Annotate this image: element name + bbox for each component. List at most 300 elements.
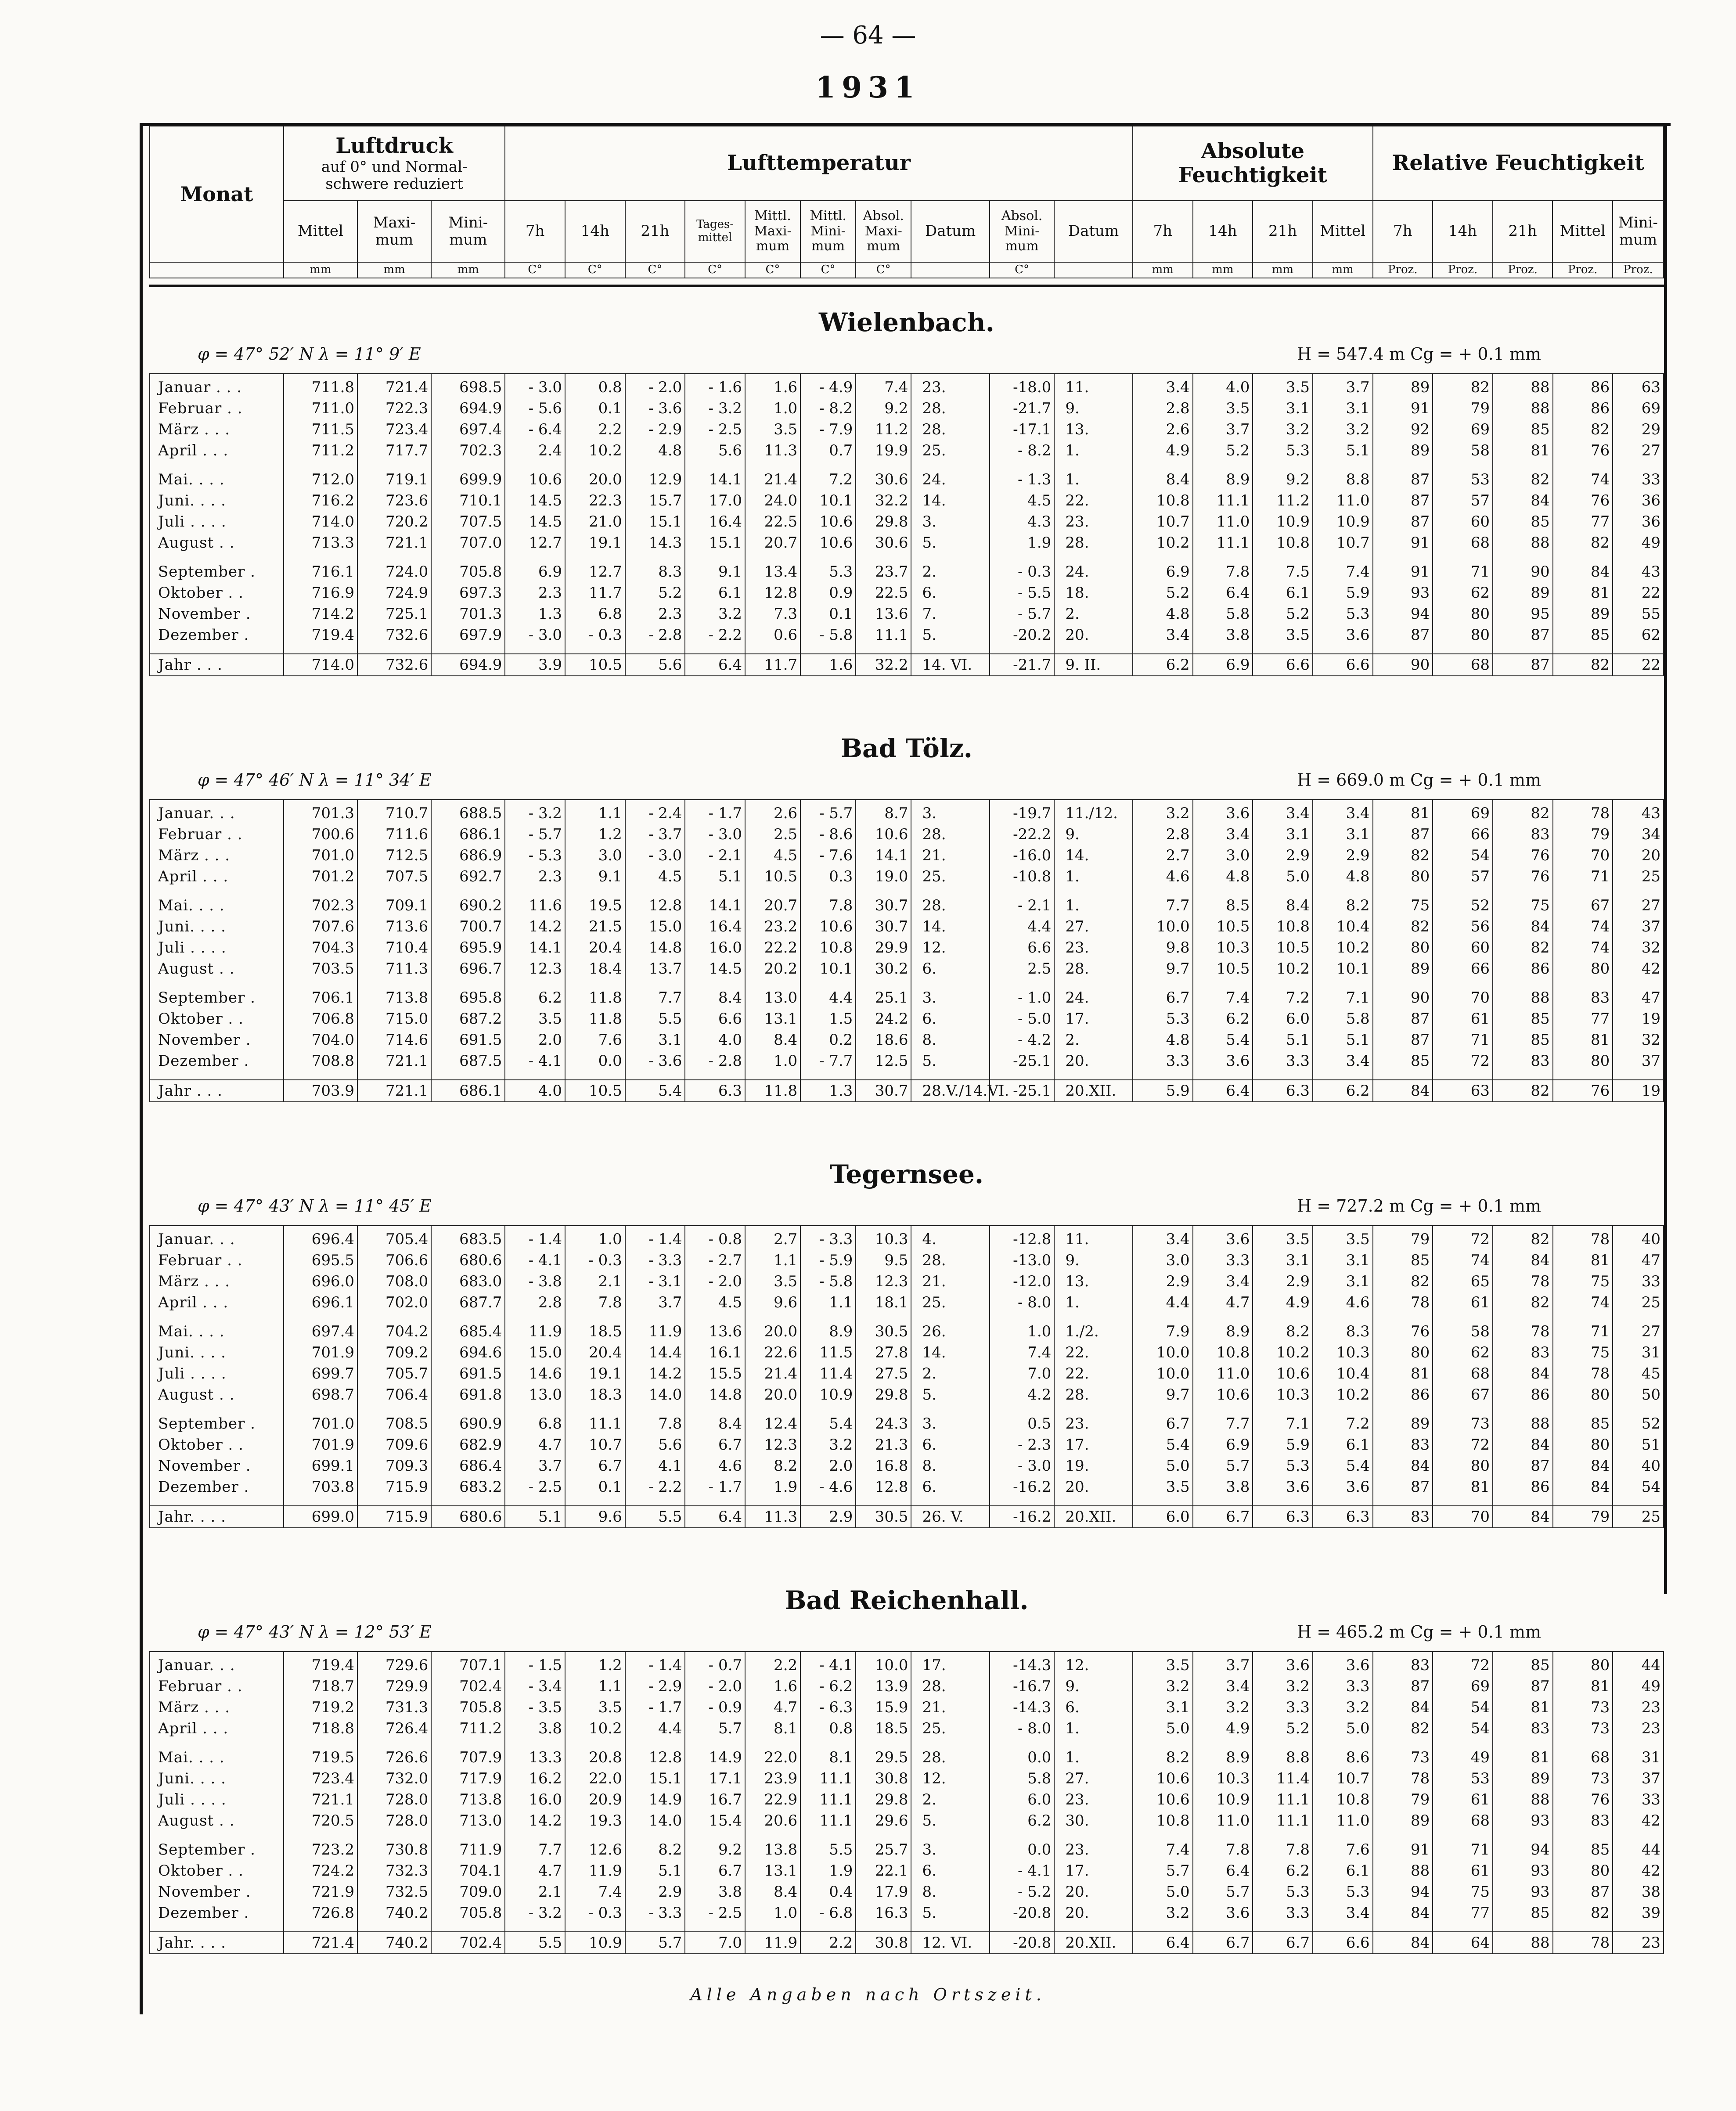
- value-cell: 4.8: [1133, 1029, 1193, 1050]
- value-cell: 14.5: [505, 490, 565, 511]
- value-cell: 9. II.: [1054, 654, 1133, 676]
- month-cell: November .: [150, 1881, 284, 1902]
- value-cell: 1.: [1054, 1747, 1133, 1768]
- month-cell: Januar. . .: [150, 800, 284, 824]
- value-cell: 5.4: [1193, 1029, 1253, 1050]
- value-cell: 2.5: [745, 824, 800, 845]
- unit-monat: [150, 262, 284, 278]
- value-cell: 88: [1493, 374, 1553, 398]
- value-cell: 82: [1433, 374, 1493, 398]
- value-cell: 732.6: [357, 654, 431, 676]
- value-cell: 29.5: [856, 1747, 911, 1768]
- value-cell: 12.8: [856, 1476, 911, 1506]
- value-cell: 732.3: [357, 1860, 431, 1881]
- value-cell: 3.2: [1253, 419, 1313, 440]
- value-cell: 24.: [911, 469, 990, 490]
- value-cell: 6.0: [1253, 1008, 1313, 1029]
- value-cell: 0.8: [800, 1718, 856, 1747]
- value-cell: 6.9: [1193, 1434, 1253, 1455]
- value-cell: 5.6: [625, 1434, 685, 1455]
- value-cell: 60: [1433, 511, 1493, 532]
- value-cell: 21.0: [565, 511, 625, 532]
- value-cell: 75: [1493, 895, 1553, 916]
- value-cell: 82: [1493, 937, 1553, 958]
- value-cell: 10.2: [1253, 958, 1313, 987]
- month-cell: Februar . .: [150, 1676, 284, 1697]
- value-cell: 1.: [1054, 895, 1133, 916]
- month-cell: Mai. . . .: [150, 1321, 284, 1342]
- value-cell: 5.7: [1193, 1455, 1253, 1476]
- value-cell: 705.8: [431, 1902, 505, 1932]
- value-cell: 11.6: [505, 895, 565, 916]
- value-cell: 3.4: [1313, 800, 1373, 824]
- value-cell: 11.1: [1253, 1789, 1313, 1810]
- value-cell: 7.8: [565, 1292, 625, 1321]
- value-cell: 2.9: [625, 1881, 685, 1902]
- value-cell: 3.: [911, 511, 990, 532]
- value-cell: 6.: [911, 958, 990, 987]
- value-cell: 5.1: [505, 1506, 565, 1528]
- value-cell: 711.8: [284, 374, 357, 398]
- value-cell: 88: [1493, 1789, 1553, 1810]
- value-cell: 702.4: [431, 1676, 505, 1697]
- value-cell: 82: [1493, 1080, 1553, 1102]
- value-cell: - 3.6: [625, 398, 685, 419]
- station-table: [149, 1225, 1664, 1528]
- value-cell: 87: [1493, 1455, 1553, 1476]
- value-cell: 25: [1613, 1292, 1664, 1321]
- value-cell: 85: [1493, 1652, 1553, 1676]
- value-cell: 5.6: [625, 654, 685, 676]
- value-cell: 13.7: [625, 958, 685, 987]
- value-cell: 37: [1613, 1768, 1664, 1789]
- value-cell: 80: [1373, 1342, 1433, 1363]
- value-cell: 22.3: [565, 490, 625, 511]
- value-cell: 15.1: [625, 511, 685, 532]
- value-cell: 7.1: [1313, 987, 1373, 1008]
- value-cell: 706.8: [284, 1008, 357, 1029]
- value-cell: 701.3: [284, 800, 357, 824]
- month-cell: September .: [150, 987, 284, 1008]
- value-cell: 14.0: [625, 1810, 685, 1839]
- value-cell: 11.8: [745, 1080, 800, 1102]
- value-cell: 85: [1553, 1413, 1613, 1434]
- value-cell: 731.3: [357, 1697, 431, 1718]
- value-cell: 93: [1493, 1881, 1553, 1902]
- value-cell: 7.4: [1133, 1839, 1193, 1860]
- value-cell: 82: [1553, 419, 1613, 440]
- value-cell: - 3.2: [685, 398, 745, 419]
- month-cell: Oktober . .: [150, 582, 284, 603]
- value-cell: 700.6: [284, 824, 357, 845]
- value-cell: 21.5: [565, 916, 625, 937]
- value-cell: 81: [1433, 1476, 1493, 1506]
- value-cell: 4.4: [625, 1718, 685, 1747]
- value-cell: 13.1: [745, 1008, 800, 1029]
- value-cell: 27: [1613, 895, 1664, 916]
- value-cell: 8.9: [1193, 1747, 1253, 1768]
- value-cell: 13.: [1054, 1271, 1133, 1292]
- value-cell: 3.4: [1193, 1676, 1253, 1697]
- value-cell: 56: [1433, 916, 1493, 937]
- month-cell: März . . .: [150, 1697, 284, 1718]
- value-cell: 11.: [1054, 1226, 1133, 1250]
- unit-temp-datum-max: [911, 262, 990, 278]
- value-cell: 45: [1613, 1363, 1664, 1384]
- value-cell: 3.4: [1193, 1271, 1253, 1292]
- value-cell: - 2.2: [685, 624, 745, 654]
- value-cell: 12.7: [565, 561, 625, 582]
- value-cell: 13.1: [745, 1860, 800, 1881]
- value-cell: 729.9: [357, 1676, 431, 1697]
- value-cell: 686.1: [431, 824, 505, 845]
- value-cell: 6.9: [505, 561, 565, 582]
- value-cell: 80: [1373, 866, 1433, 895]
- value-cell: 10.2: [565, 440, 625, 469]
- value-cell: 713.3: [284, 532, 357, 561]
- value-cell: 20.7: [745, 532, 800, 561]
- table-row: [150, 824, 1664, 845]
- value-cell: 5.7: [1193, 1881, 1253, 1902]
- value-cell: 94: [1493, 1839, 1553, 1860]
- value-cell: 78: [1493, 1271, 1553, 1292]
- value-cell: 696.7: [431, 958, 505, 987]
- value-cell: 5.4: [1133, 1434, 1193, 1455]
- table-row: [150, 1768, 1664, 1789]
- value-cell: 8.6: [1313, 1747, 1373, 1768]
- value-cell: 63: [1433, 1080, 1493, 1102]
- value-cell: 3.2: [1313, 1697, 1373, 1718]
- value-cell: 1.: [1054, 1718, 1133, 1747]
- value-cell: 3.6: [1193, 1226, 1253, 1250]
- value-cell: 2.: [1054, 603, 1133, 624]
- value-cell: - 7.7: [800, 1050, 856, 1080]
- value-cell: -13.0: [990, 1250, 1054, 1271]
- value-cell: 1.6: [745, 1676, 800, 1697]
- value-cell: 682.9: [431, 1434, 505, 1455]
- value-cell: 61: [1433, 1789, 1493, 1810]
- table-row: [150, 469, 1664, 490]
- value-cell: 32.2: [856, 654, 911, 676]
- value-cell: 6.2: [1253, 1860, 1313, 1881]
- value-cell: 9.6: [745, 1292, 800, 1321]
- value-cell: 6.7: [565, 1455, 625, 1476]
- value-cell: 5.9: [1133, 1080, 1193, 1102]
- value-cell: 28.: [1054, 1384, 1133, 1413]
- value-cell: 10.6: [856, 824, 911, 845]
- value-cell: 3.: [911, 987, 990, 1008]
- value-cell: 714.0: [284, 511, 357, 532]
- value-cell: 5.1: [625, 1860, 685, 1881]
- value-cell: 10.9: [1313, 511, 1373, 532]
- value-cell: 15.9: [856, 1697, 911, 1718]
- station-coordinates: φ = 47° 43′ N λ = 11° 45′ E: [198, 1196, 432, 1216]
- value-cell: 0.1: [800, 603, 856, 624]
- value-cell: 62: [1433, 582, 1493, 603]
- value-cell: 65: [1433, 1271, 1493, 1292]
- value-cell: 3.3: [1253, 1050, 1313, 1080]
- value-cell: 7.: [911, 603, 990, 624]
- value-cell: 37: [1613, 916, 1664, 937]
- value-cell: - 5.2: [990, 1881, 1054, 1902]
- value-cell: 5.3: [1313, 603, 1373, 624]
- value-cell: 5.3: [1253, 1455, 1313, 1476]
- value-cell: 707.6: [284, 916, 357, 937]
- value-cell: 76: [1553, 1080, 1613, 1102]
- value-cell: 71: [1553, 866, 1613, 895]
- value-cell: 2.4: [505, 440, 565, 469]
- value-cell: 9.6: [565, 1506, 625, 1528]
- month-cell: Jahr. . . .: [150, 1506, 284, 1528]
- value-cell: 23.: [1054, 1413, 1133, 1434]
- value-cell: 68: [1433, 654, 1493, 676]
- value-cell: 6.: [911, 1008, 990, 1029]
- value-cell: 697.4: [431, 419, 505, 440]
- value-cell: 3.1: [1253, 1250, 1313, 1271]
- value-cell: 83: [1493, 1718, 1553, 1747]
- value-cell: 696.1: [284, 1292, 357, 1321]
- value-cell: -20.2: [990, 624, 1054, 654]
- value-cell: 6.2: [990, 1810, 1054, 1839]
- unit-luftdruck-mittel: mm: [284, 262, 357, 278]
- value-cell: 88: [1493, 1413, 1553, 1434]
- value-cell: 20.0: [745, 1321, 800, 1342]
- table-row: [150, 937, 1664, 958]
- table-row: [150, 1384, 1664, 1413]
- value-cell: 6.: [911, 1476, 990, 1506]
- unit-rel-minimum: Proz.: [1613, 262, 1664, 278]
- value-cell: 66: [1433, 824, 1493, 845]
- value-cell: 62: [1613, 624, 1664, 654]
- value-cell: 47: [1613, 987, 1664, 1008]
- value-cell: 83: [1553, 1810, 1613, 1839]
- value-cell: 8.5: [1193, 895, 1253, 916]
- year-row: [150, 654, 1664, 676]
- value-cell: 71: [1433, 1839, 1493, 1860]
- value-cell: 49: [1613, 1676, 1664, 1697]
- col-temp-7h: 7h: [505, 201, 565, 262]
- value-cell: - 6.8: [800, 1902, 856, 1932]
- value-cell: 4.0: [505, 1080, 565, 1102]
- value-cell: 8.8: [1253, 1747, 1313, 1768]
- value-cell: 9.: [1054, 1676, 1133, 1697]
- value-cell: - 5.5: [990, 582, 1054, 603]
- value-cell: 13.0: [505, 1384, 565, 1413]
- value-cell: 87: [1373, 1008, 1433, 1029]
- value-cell: 61: [1433, 1008, 1493, 1029]
- value-cell: 14.8: [625, 937, 685, 958]
- value-cell: 6.2: [1193, 1008, 1253, 1029]
- value-cell: - 3.0: [505, 624, 565, 654]
- value-cell: -20.8: [990, 1902, 1054, 1932]
- value-cell: 3.4: [1193, 824, 1253, 845]
- value-cell: - 3.3: [625, 1902, 685, 1932]
- value-cell: 3.2: [1253, 1676, 1313, 1697]
- value-cell: 23.: [1054, 511, 1133, 532]
- station-height: H = 727.2 m Cg = + 0.1 mm: [1297, 1196, 1541, 1216]
- value-cell: - 1.7: [685, 800, 745, 824]
- value-cell: 22.: [1054, 490, 1133, 511]
- value-cell: 76: [1553, 490, 1613, 511]
- value-cell: 702.3: [431, 440, 505, 469]
- value-cell: 728.0: [357, 1810, 431, 1839]
- value-cell: 14.2: [505, 1810, 565, 1839]
- value-cell: 11.0: [1193, 1810, 1253, 1839]
- table-row: [150, 1718, 1664, 1747]
- value-cell: 11.2: [856, 419, 911, 440]
- value-cell: 43: [1613, 800, 1664, 824]
- value-cell: 3.2: [1133, 800, 1193, 824]
- value-cell: 4.7: [505, 1860, 565, 1881]
- value-cell: - 4.6: [800, 1476, 856, 1506]
- value-cell: 726.4: [357, 1718, 431, 1747]
- value-cell: 18.1: [856, 1292, 911, 1321]
- value-cell: 5.3: [1133, 1008, 1193, 1029]
- value-cell: 28.: [911, 1250, 990, 1271]
- value-cell: 24.: [1054, 561, 1133, 582]
- value-cell: 20.: [1054, 1050, 1133, 1080]
- value-cell: 11./12.: [1054, 800, 1133, 824]
- value-cell: 3.5: [1253, 1226, 1313, 1250]
- value-cell: 695.9: [431, 937, 505, 958]
- value-cell: 6.9: [1193, 654, 1253, 676]
- value-cell: 704.3: [284, 937, 357, 958]
- value-cell: 6.2: [1133, 654, 1193, 676]
- table-row: [150, 1271, 1664, 1292]
- table-row: [150, 1321, 1664, 1342]
- value-cell: 16.4: [685, 916, 745, 937]
- value-cell: 30.8: [856, 1768, 911, 1789]
- table-row: [150, 1342, 1664, 1363]
- value-cell: 5.0: [1253, 866, 1313, 895]
- value-cell: 1.9: [745, 1476, 800, 1506]
- month-cell: Juli . . . .: [150, 1363, 284, 1384]
- value-cell: - 7.9: [800, 419, 856, 440]
- value-cell: 87: [1373, 511, 1433, 532]
- value-cell: 7.3: [745, 603, 800, 624]
- year-row: [150, 1506, 1664, 1528]
- value-cell: 7.8: [1253, 1839, 1313, 1860]
- value-cell: - 0.3: [565, 624, 625, 654]
- value-cell: 84: [1553, 1455, 1613, 1476]
- table-row: [150, 1839, 1664, 1860]
- value-cell: 24.3: [856, 1413, 911, 1434]
- value-cell: 8.9: [1193, 469, 1253, 490]
- value-cell: 0.1: [565, 1476, 625, 1506]
- value-cell: 15.1: [625, 1768, 685, 1789]
- value-cell: 2.: [1054, 1029, 1133, 1050]
- value-cell: 5.5: [625, 1008, 685, 1029]
- value-cell: 84: [1373, 1080, 1433, 1102]
- value-cell: 694.9: [431, 398, 505, 419]
- value-cell: 3.7: [1193, 1652, 1253, 1676]
- value-cell: 87: [1373, 1029, 1433, 1050]
- value-cell: 1.6: [745, 374, 800, 398]
- value-cell: 709.0: [431, 1881, 505, 1902]
- value-cell: 16.0: [685, 937, 745, 958]
- col-temp-datum-max: Datum: [911, 201, 990, 262]
- month-cell: September .: [150, 1413, 284, 1434]
- value-cell: 10.6: [800, 511, 856, 532]
- value-cell: 82: [1553, 1902, 1613, 1932]
- table-row: [150, 603, 1664, 624]
- value-cell: 1.3: [800, 1080, 856, 1102]
- value-cell: 25.: [911, 1718, 990, 1747]
- value-cell: 80: [1553, 1384, 1613, 1413]
- value-cell: 6.3: [685, 1080, 745, 1102]
- month-cell: Jahr . . .: [150, 1080, 284, 1102]
- value-cell: 83: [1493, 1050, 1553, 1080]
- value-cell: 704.2: [357, 1321, 431, 1342]
- value-cell: 9.2: [1253, 469, 1313, 490]
- value-cell: 2.9: [1253, 845, 1313, 866]
- value-cell: 3.3: [1313, 1676, 1373, 1697]
- value-cell: 40: [1613, 1455, 1664, 1476]
- value-cell: 10.7: [1313, 1768, 1373, 1789]
- value-cell: 9.1: [685, 561, 745, 582]
- value-cell: 7.4: [856, 374, 911, 398]
- value-cell: - 3.1: [625, 1271, 685, 1292]
- value-cell: - 7.6: [800, 845, 856, 866]
- value-cell: 22: [1613, 654, 1664, 676]
- value-cell: 29.8: [856, 1789, 911, 1810]
- value-cell: 14.: [911, 1342, 990, 1363]
- value-cell: 29.8: [856, 511, 911, 532]
- value-cell: 2.6: [745, 800, 800, 824]
- value-cell: 5.7: [625, 1932, 685, 1954]
- value-cell: 1.: [1054, 440, 1133, 469]
- value-cell: 94: [1373, 603, 1433, 624]
- value-cell: 6.2: [1313, 1080, 1373, 1102]
- value-cell: 15.4: [685, 1810, 745, 1839]
- value-cell: 77: [1433, 1902, 1493, 1932]
- value-cell: 3.0: [1193, 845, 1253, 866]
- value-cell: 83: [1373, 1652, 1433, 1676]
- value-cell: 3.6: [1193, 1050, 1253, 1080]
- value-cell: 10.5: [1193, 958, 1253, 987]
- value-cell: 0.2: [800, 1029, 856, 1050]
- value-cell: 22.6: [745, 1342, 800, 1363]
- value-cell: 17.: [1054, 1434, 1133, 1455]
- value-cell: 49: [1433, 1747, 1493, 1768]
- header-luftdruck-sub: auf 0° und Normal- schwere reduziert: [321, 158, 468, 193]
- unit-abs-mittel: mm: [1313, 262, 1373, 278]
- value-cell: 11.9: [625, 1321, 685, 1342]
- value-cell: 3.7: [625, 1292, 685, 1321]
- value-cell: 11.1: [800, 1768, 856, 1789]
- value-cell: 19.1: [565, 532, 625, 561]
- value-cell: 21.: [911, 845, 990, 866]
- value-cell: 85: [1493, 419, 1553, 440]
- value-cell: 7.7: [1133, 895, 1193, 916]
- value-cell: 18.5: [565, 1321, 625, 1342]
- value-cell: 50: [1613, 1384, 1664, 1413]
- value-cell: 14.0: [625, 1384, 685, 1413]
- value-cell: 30.5: [856, 1506, 911, 1528]
- value-cell: 704.0: [284, 1029, 357, 1050]
- value-cell: 8.2: [625, 1839, 685, 1860]
- value-cell: 11.1: [1193, 532, 1253, 561]
- value-cell: 84: [1493, 1363, 1553, 1384]
- table-row: [150, 1250, 1664, 1271]
- value-cell: 719.2: [284, 1697, 357, 1718]
- value-cell: 85: [1373, 1050, 1433, 1080]
- unit-temp-mittl-max: C°: [745, 262, 800, 278]
- value-cell: 2.1: [565, 1271, 625, 1292]
- value-cell: 74: [1553, 916, 1613, 937]
- value-cell: 6.7: [1253, 1932, 1313, 1954]
- table-row: [150, 1860, 1664, 1881]
